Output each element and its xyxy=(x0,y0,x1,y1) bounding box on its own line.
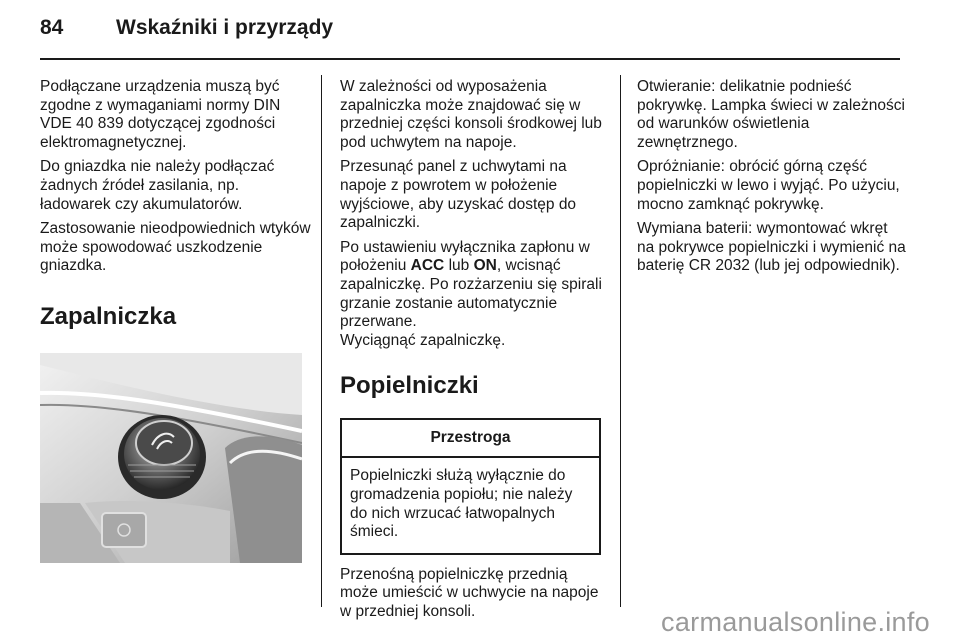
paragraph-ignition-usage xyxy=(340,239,605,351)
text-fragment: Po ustawieniu wyłącznika zapłonu w położeniu xyxy=(340,238,590,275)
column-2 xyxy=(340,78,605,627)
section-heading-ashtrays: Popielniczki xyxy=(340,372,479,400)
column-1 xyxy=(40,78,312,563)
chapter-title: Wskaźniki i przyrządy xyxy=(116,16,334,39)
paragraph-opening: Otwieranie: delikatnie podnieść pokrywkę. Lampka świeci w zależności od warunków oświetlenia zewnętrznego. xyxy=(637,78,905,151)
caution-box xyxy=(340,418,601,554)
paragraph-emc: Podłączane urządzenia muszą być zgodne z wymaganiami normy DIN VDE 40 839 dotyczącej zgodności elektromagnetycznej. xyxy=(40,78,281,151)
paragraph-unsuitable-plugs: Zastosowanie nieodpowiednich wtyków może spowodować uszkodzenie gniazdka. xyxy=(40,220,311,275)
paragraph-portable-ashtray: Przenośną popielniczkę przednią może umieścić w uchwycie na napoje w przedniej konsoli. xyxy=(340,565,599,620)
paragraph-slide-panel: Przesunąć panel z uchwytami na napoje z powrotem w położenie wyjściowe, aby uzyskać dostęp do zapalniczki. xyxy=(340,158,577,232)
paragraph-battery-replacement: Wymiana baterii: wymontować wkręt na pokrywce popielniczki i wymienić na baterię CR 2032 (lub jej odpowiednik). xyxy=(637,220,906,275)
paragraph-lighter-location: W zależności od wyposażenia zapalniczka może znajdować się w przedniej części konsoli środkowej lub pod uchwytem na napoje. xyxy=(340,78,602,151)
caution-text: Popielniczki służą wyłącznie do gromadzenia popiołu; nie należy do nich wrzucać łatwopalnych śmieci. xyxy=(350,467,573,541)
paragraph-no-power-sources: Do gniazdka nie należy podłączać żadnych źródeł zasilania, np. ładowarek czy akumulatorów. xyxy=(40,158,275,213)
acc-label: ACC xyxy=(410,257,445,275)
column-divider-2 xyxy=(620,75,621,607)
header-rule xyxy=(40,58,900,60)
column-divider-1 xyxy=(321,75,322,607)
column-3 xyxy=(637,78,907,282)
section-heading-lighter: Zapalniczka xyxy=(40,302,177,330)
watermark: carmanualsonline.info xyxy=(661,607,930,637)
caution-title: Przestroga xyxy=(342,420,599,458)
text-fragment: , wcisnąć zapalniczkę. Po rozżarzeniu się spirali grzanie zostanie automatycznie przerwane. xyxy=(340,257,602,331)
on-label: ON xyxy=(473,257,497,275)
cigarette-lighter-photo xyxy=(40,353,302,563)
paragraph-emptying: Opróżnianie: obrócić górną część popielniczki w lewo i wyjąć. Po użyciu, mocno zamknąć pokrywkę. xyxy=(637,158,900,213)
text-fragment: lub xyxy=(444,257,474,275)
text-fragment: Wyciągnąć zapalniczkę. xyxy=(340,331,506,349)
page-number: 84 xyxy=(40,16,64,39)
